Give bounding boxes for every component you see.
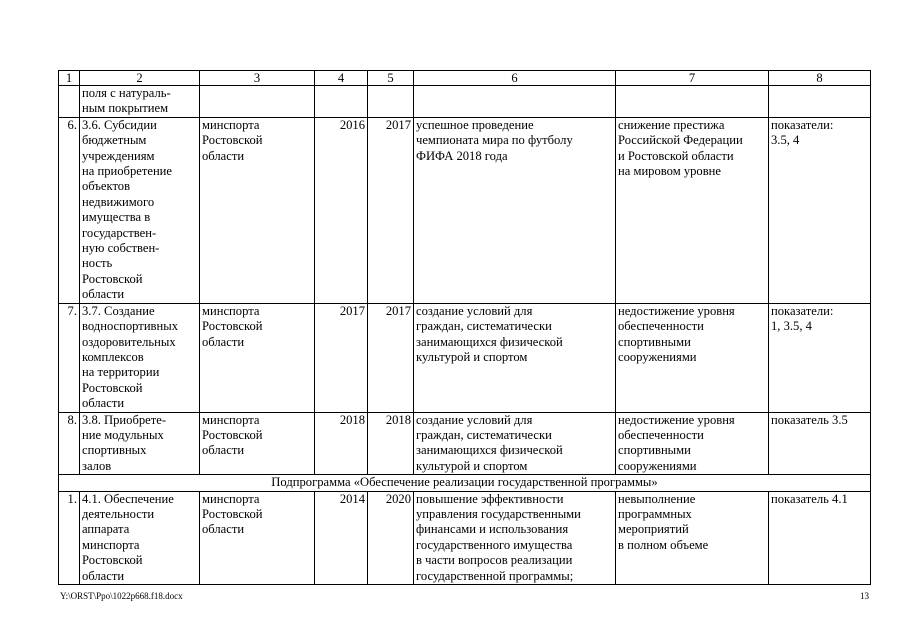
column-number-row: [59, 71, 871, 86]
expected-result: создание условий для граждан, систематически занимающихся физической культурой и спортом: [414, 303, 616, 412]
cell-empty: [368, 86, 414, 118]
col-header-8: 8: [769, 71, 871, 86]
continuation-row: [59, 86, 871, 118]
measure-name: 4.1. Обеспечение деятельности аппарата минспорта Ростовской области: [80, 491, 200, 584]
cell-empty: [59, 86, 80, 118]
start-year: 2016: [315, 117, 368, 303]
cell-empty: [769, 86, 871, 118]
end-year: 2018: [368, 412, 414, 475]
cell-empty: [200, 86, 315, 118]
file-path: Y:\ORST\Ppo\1022p668.f18.docx: [60, 591, 183, 601]
consequence: недостижение уровня обеспеченности спортивными сооружениями: [616, 303, 769, 412]
table-row: [59, 303, 871, 412]
executor: минспорта Ростовской области: [200, 412, 315, 475]
indicators: показатели: 3.5, 4: [769, 117, 871, 303]
subprogram-row: [59, 475, 871, 491]
col-header-7: 7: [616, 71, 769, 86]
expected-result: успешное проведение чемпионата мира по футболу ФИФА 2018 года: [414, 117, 616, 303]
consequence: невыполнение программных мероприятий в полном объеме: [616, 491, 769, 584]
col-header-5: 5: [368, 71, 414, 86]
indicators: показатель 4.1: [769, 491, 871, 584]
indicators: показатель 3.5: [769, 412, 871, 475]
table-row: [59, 412, 871, 475]
page-number: 13: [860, 591, 869, 601]
consequence: снижение престижа Российской Федерации и Ростовской области на мировом уровне: [616, 117, 769, 303]
consequence: недостижение уровня обеспеченности спортивными сооружениями: [616, 412, 769, 475]
executor: минспорта Ростовской области: [200, 117, 315, 303]
measure-name: 3.6. Субсидии бюджетным учреждениям на приобретение объектов недвижимого имущества в государствен- ную собствен- ность Ростовской области: [80, 117, 200, 303]
table-row: [59, 491, 871, 584]
col-header-6: 6: [414, 71, 616, 86]
start-year: 2017: [315, 303, 368, 412]
row-number: 8.: [59, 412, 80, 475]
subprogram-title: Подпрограмма «Обеспечение реализации государственной программы»: [59, 475, 871, 491]
table-row: [59, 117, 871, 303]
start-year: 2014: [315, 491, 368, 584]
col-header-1: 1: [59, 71, 80, 86]
row-number: 1.: [59, 491, 80, 584]
measure-name: 3.8. Приобрете- ние модульных спортивных залов: [80, 412, 200, 475]
end-year: 2017: [368, 303, 414, 412]
start-year: 2018: [315, 412, 368, 475]
executor: минспорта Ростовской области: [200, 303, 315, 412]
continuation-text: поля с натураль- ным покрытием: [80, 86, 200, 118]
measure-name: 3.7. Создание водноспортивных оздоровительных комплексов на территории Ростовской области: [80, 303, 200, 412]
row-number: 6.: [59, 117, 80, 303]
cell-empty: [315, 86, 368, 118]
row-number: 7.: [59, 303, 80, 412]
expected-result: создание условий для граждан, систематически занимающихся физической культурой и спортом: [414, 412, 616, 475]
executor: минспорта Ростовской области: [200, 491, 315, 584]
program-table: [58, 70, 871, 585]
end-year: 2017: [368, 117, 414, 303]
col-header-3: 3: [200, 71, 315, 86]
cell-empty: [616, 86, 769, 118]
col-header-4: 4: [315, 71, 368, 86]
indicators: показатели: 1, 3.5, 4: [769, 303, 871, 412]
expected-result: повышение эффективности управления государственными финансами и использования государственного имущества в части вопросов реализации государственной программы;: [414, 491, 616, 584]
col-header-2: 2: [80, 71, 200, 86]
cell-empty: [414, 86, 616, 118]
end-year: 2020: [368, 491, 414, 584]
